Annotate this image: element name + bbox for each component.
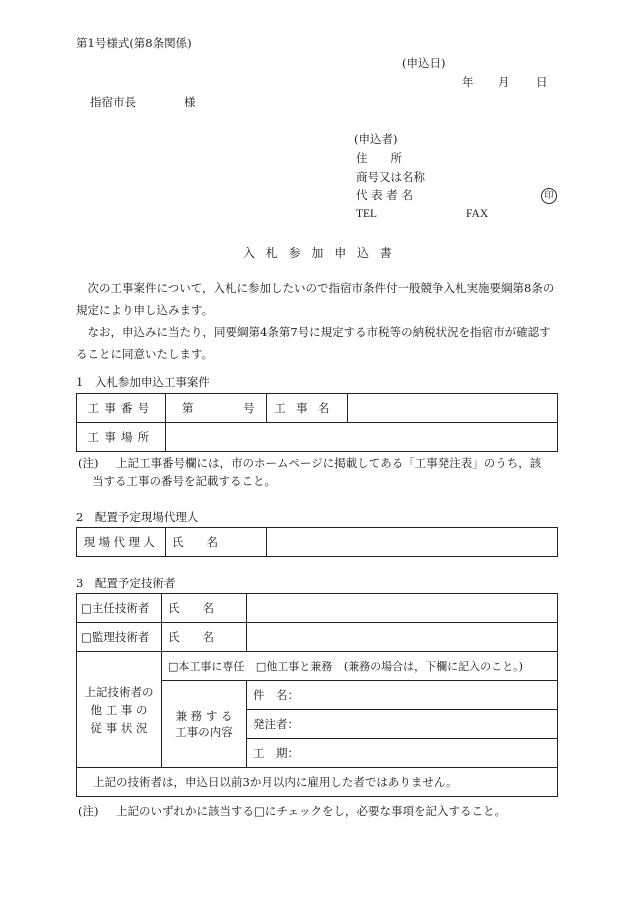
body-paragraph-2: なお，申込みに当たり，同要綱第4条第7号に規定する市税等の納税状況を指宿市が確認することに同意いたします。 xyxy=(76,325,551,361)
body-paragraph-1: 次の工事案件について，入札に参加したいので指宿市条件付一般競争入札実施要綱第8条の規定により申し込みます。 xyxy=(76,281,555,317)
sennin-label: 本工事に専任 xyxy=(178,660,245,673)
koji-bango-label: 工事番号 xyxy=(77,394,166,423)
koki-field[interactable]: 工 期： xyxy=(247,739,558,768)
applicant-tel: TEL xyxy=(356,208,378,220)
section1-heading: 1 入札参加申込工事案件 xyxy=(76,375,210,389)
koji-basho-field[interactable] xyxy=(166,423,558,452)
applicant-label: (申込者) xyxy=(354,132,398,146)
document-title: 入札参加申込書 xyxy=(243,246,403,260)
date-month: 月 xyxy=(498,75,510,89)
section1-table xyxy=(76,393,558,452)
koji-bango-cell[interactable]: 第 号 xyxy=(166,394,267,423)
genba-shimei-label: 氏 名 xyxy=(166,528,267,557)
section1-note-line2: 当する工事の番号を記載すること。 xyxy=(92,474,276,488)
form-number: 第1号様式(第8条関係) xyxy=(76,36,192,50)
date-year: 年 xyxy=(462,75,474,89)
genba-shimei-field[interactable] xyxy=(267,528,558,557)
applicant-company: 商号又は名称 xyxy=(356,170,425,184)
addressee-name: 指宿市長 xyxy=(90,95,136,109)
kanri-shimei-field[interactable] xyxy=(247,623,558,652)
application-date-label: (申込日) xyxy=(402,56,446,70)
applicant-fax: FAX xyxy=(466,208,489,220)
section2-table xyxy=(76,527,558,557)
shunin-checkbox[interactable]: □ xyxy=(81,601,92,615)
addressee-honorific: 様 xyxy=(184,95,196,109)
applicant-representative: 代 表 者 名 xyxy=(356,188,413,202)
other-work-options xyxy=(162,652,558,681)
genba-dairinin-label: 現場代理人 xyxy=(77,528,166,557)
declaration: 上記の技術者は，申込日以前3か月以内に雇用した者ではありません。 xyxy=(77,768,558,797)
section3-note: 上記のいずれかに該当する□にチェックをし，必要な事項を記入すること。 xyxy=(116,804,507,818)
section1-note-label: (注) xyxy=(78,456,99,470)
seal-mark: 印 xyxy=(541,188,557,204)
section3-table xyxy=(76,593,558,797)
other-work-label: 上記技術者の 他 工 事 の 従 事 状 況 xyxy=(77,652,162,768)
section3-note-label: (注) xyxy=(78,804,99,818)
shunin-shimei-field[interactable] xyxy=(247,594,558,623)
kanri-shimei-label: 氏 名 xyxy=(162,623,247,652)
kanri-checkbox[interactable]: □ xyxy=(81,630,92,644)
koji-basho-label: 工事場所 xyxy=(77,423,166,452)
shunin-cell[interactable] xyxy=(77,594,162,623)
shunin-shimei-label: 氏 名 xyxy=(162,594,247,623)
koji-mei-field[interactable] xyxy=(348,394,558,423)
shunin-label: 主任技術者 xyxy=(91,601,150,615)
seal-icon xyxy=(541,188,557,204)
applicant-address: 住 所 xyxy=(356,151,402,165)
koji-mei-label: 工事名 xyxy=(267,394,348,423)
kanri-label: 監理技術者 xyxy=(91,630,150,644)
kennin-note: (兼務の場合は，下欄に記入のこと。) xyxy=(343,660,523,673)
date-day: 日 xyxy=(536,75,548,89)
kennin-label: 他工事と兼務 xyxy=(266,660,333,673)
kennin-checkbox[interactable]: □ xyxy=(255,660,267,673)
kanri-cell[interactable] xyxy=(77,623,162,652)
sennin-checkbox[interactable]: □ xyxy=(168,660,179,673)
section2-heading: 2 配置予定現場代理人 xyxy=(76,510,199,524)
kenmei-field[interactable]: 件 名： xyxy=(247,681,558,710)
section3-heading: 3 配置予定技術者 xyxy=(76,576,176,590)
hacchusha-field[interactable]: 発注者： xyxy=(247,710,558,739)
body-text xyxy=(76,277,561,365)
kennin-content-label: 兼 務 す る 工事の内容 xyxy=(162,681,247,768)
section1-note-line1: 上記工事番号欄には，市のホームページに掲載してある「工事発注表」のうち，該 xyxy=(116,456,542,470)
